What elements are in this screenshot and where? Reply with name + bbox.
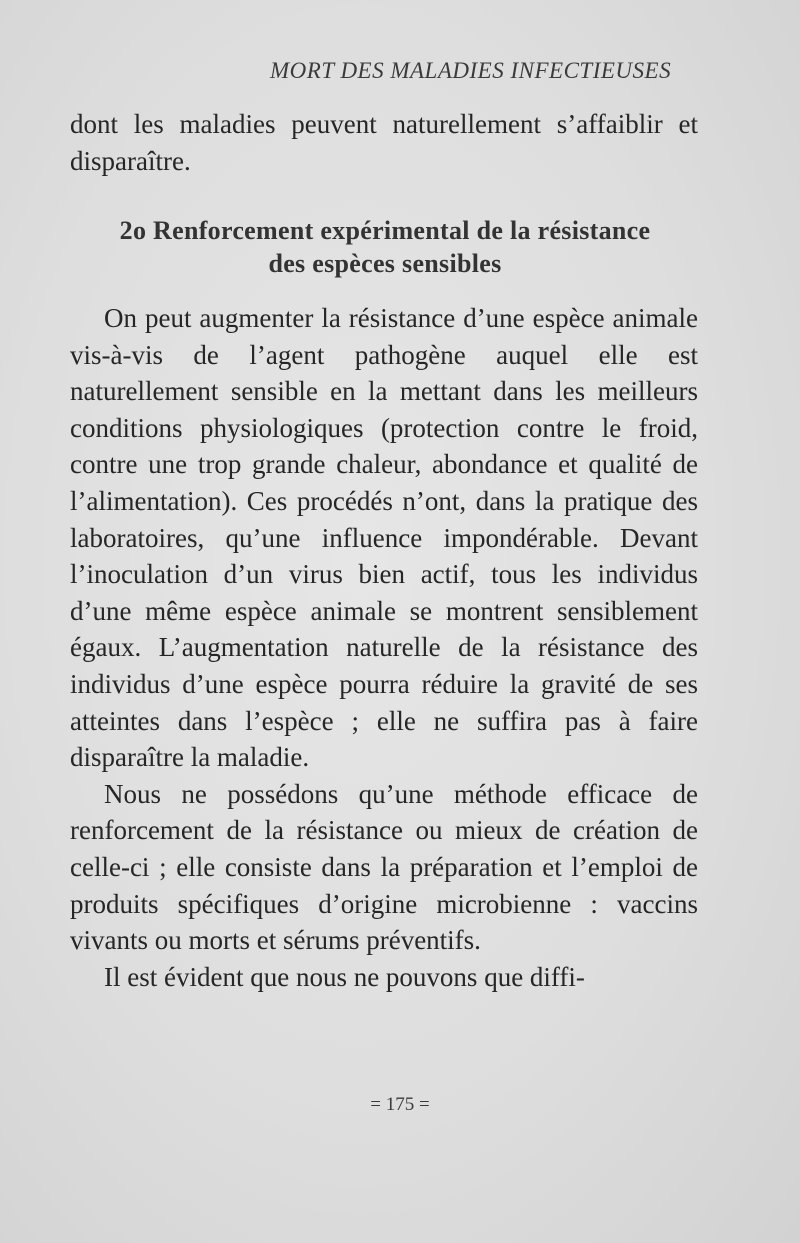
opening-text: dont les maladies peuvent naturellement s’affaiblir et disparaître. [70, 109, 698, 176]
page-number: = 175 = [370, 1094, 430, 1115]
paragraph-2: Nous ne possédons qu’une méthode efficace de renforcement de la résistance ou mieux de création de celle-ci ; elle consiste dans la préparation et l’emploi de produits spécifiques d’origine microbienne : vaccins vivants ou morts et sérums préventifs. [70, 778, 698, 956]
section-heading-line-1: 2o Renforcement expérimental de la résistance [119, 216, 651, 245]
section-heading-line-2: des espèces sensibles [268, 249, 502, 278]
paragraph-3: Il est évident que nous ne pouvons que diffi- [104, 961, 585, 992]
running-head: MORT DES MALADIES INFECTIEUSES [270, 58, 672, 83]
body-text [70, 300, 698, 995]
section-heading [70, 214, 700, 280]
paragraph-1: On peut augmenter la résistance d’une espèce animale vis-à-vis de l’agent pathogène auquel elle est naturellement sensible en la mettant dans les meilleurs conditions physiologiques (protection contre le froid, contre une trop grande chaleur, abondance et qualité de l’alimentation). Ces procédés n’ont, dans la pratique des laboratoires, qu’une influence impondérable. Devant l’inoculation d’un virus bien actif, tous les individus d’une même espèce animale se montrent sensiblement égaux. L’augmentation naturelle de la résistance des individus d’une espèce pourra réduire la gravité de ses atteintes dans l’espèce ; elle ne suffira pas à faire disparaître la maladie. [70, 303, 698, 773]
